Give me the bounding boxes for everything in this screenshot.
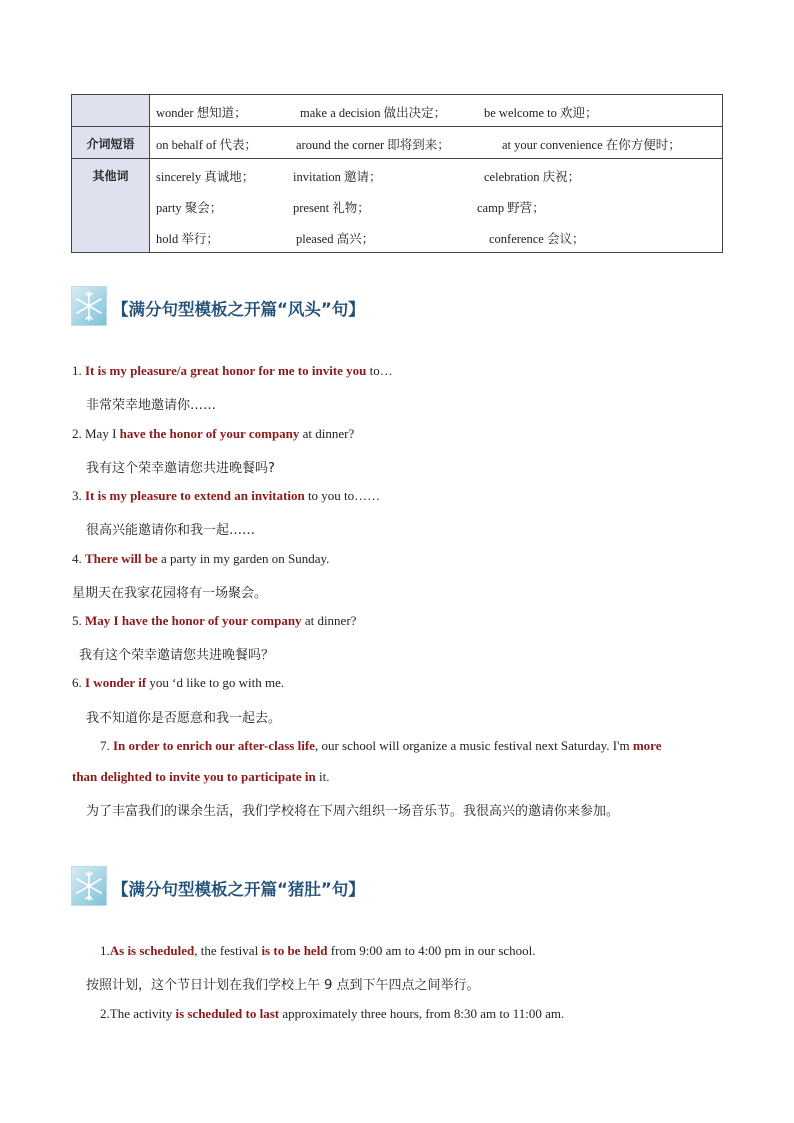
vocab-item: make a decision 做出决定； xyxy=(300,106,447,120)
category-cell: 其他词 xyxy=(72,159,150,253)
vocab-item: conference 会议； xyxy=(489,232,585,246)
vocabulary-table xyxy=(71,94,723,253)
sentence-line: 4. There will be a party in my garden on Sunday. xyxy=(72,551,330,566)
plain-text: to you to…… xyxy=(304,488,381,503)
table-row xyxy=(72,95,723,127)
translation-line: 很高兴能邀请你和我一起…… xyxy=(86,523,256,538)
vocab-item: camp 野营； xyxy=(477,201,545,215)
snowflake-icon xyxy=(71,866,107,906)
vocab-item: wonder 想知道； xyxy=(156,106,247,120)
vocab-item: pleased 高兴； xyxy=(296,232,375,246)
plain-text: May I xyxy=(85,426,120,441)
highlighted-phrase: have the honor of your company xyxy=(119,426,300,441)
section-title: 【满分句型模板之开篇“猪肚”句】 xyxy=(112,880,365,899)
plain-text: you ‘d like to go with me. xyxy=(146,675,285,690)
vocab-cell xyxy=(150,95,723,127)
vocab-item: invitation 邀请； xyxy=(293,170,382,184)
vocab-item: on behalf of 代表； xyxy=(156,138,258,152)
sentence-line: 3. It is my pleasure to extend an invitation to you to…… xyxy=(72,488,381,503)
translation-line: 我不知道你是否愿意和我一起去。 xyxy=(86,711,282,726)
sentence-parts xyxy=(113,738,661,753)
translation-line: 我有这个荣幸邀请您共进晚餐吗? xyxy=(86,461,275,476)
highlighted-phrase: May I have the honor of your company xyxy=(85,613,302,628)
vocab-item: around the corner 即将到来； xyxy=(296,138,450,152)
vocab-item: hold 举行； xyxy=(156,232,219,246)
plain-text: , the festival xyxy=(194,943,262,958)
sentence-line: 5. May I have the honor of your company at dinner? xyxy=(72,613,357,628)
sentence-parts xyxy=(85,426,354,441)
plain-text: a party in my garden on Sunday. xyxy=(157,551,330,566)
plain-text: from 9:00 am to 4:00 pm in our school. xyxy=(327,943,536,958)
category-cell xyxy=(72,95,150,127)
translation-line: 为了丰富我们的课余生活，我们学校将在下周六组织一场音乐节。我很高兴的邀请你来参加。 xyxy=(86,804,620,819)
sentence-line: 6. I wonder if you ‘d like to go with me. xyxy=(72,675,285,690)
sentence-line: 1. It is my pleasure/a great honor for me to invite you to… xyxy=(72,363,393,378)
sentence-parts xyxy=(85,363,393,378)
plain-text: it. xyxy=(315,769,330,784)
vocab-item: be welcome to 欢迎； xyxy=(484,106,598,120)
highlighted-phrase: is scheduled to last xyxy=(175,1006,280,1021)
highlighted-phrase: There will be xyxy=(85,551,158,566)
highlighted-phrase: It is my pleasure to extend an invitation xyxy=(85,488,305,503)
sentence-parts xyxy=(85,613,356,628)
sentence-parts xyxy=(110,1006,564,1021)
plain-text: The activity xyxy=(109,1006,176,1021)
sentence-parts xyxy=(85,551,329,566)
vocab-item: celebration 庆祝； xyxy=(484,170,581,184)
vocab-line xyxy=(150,221,722,252)
vocab-line xyxy=(150,127,722,158)
sentence-line: 7. In order to enrich our after-class life, our school will organize a music festival next Saturday. I'm more xyxy=(100,738,662,753)
sentence-parts xyxy=(85,675,284,690)
vocab-item: sincerely 真诚地； xyxy=(156,170,255,184)
section-title: 【满分句型模板之开篇“风头”句】 xyxy=(112,300,365,319)
plain-text: , our school will organize a music festival next Saturday. I'm xyxy=(314,738,633,753)
vocab-item: at your convenience 在你方便时； xyxy=(502,138,681,152)
plain-text: to… xyxy=(366,363,393,378)
highlighted-phrase: is to be held xyxy=(261,943,328,958)
plain-text: at dinner? xyxy=(299,426,355,441)
highlighted-phrase: than delighted to invite you to participate in xyxy=(72,769,316,784)
sentence-parts xyxy=(85,488,380,503)
sentence-line-continued xyxy=(72,769,330,785)
sentence-line: 1.As is scheduled, the festival is to be held from 9:00 am to 4:00 pm in our school. xyxy=(100,943,536,958)
vocab-line xyxy=(150,95,722,126)
table-row xyxy=(72,159,723,253)
vocab-cell xyxy=(150,159,723,253)
sentence-parts xyxy=(110,943,536,958)
translation-line: 按照计划，这个节日计划在我们学校上午 9 点到下午四点之间举行。 xyxy=(86,978,480,993)
highlighted-phrase: more xyxy=(632,738,662,753)
translation-line: 我有这个荣幸邀请您共进晚餐吗？ xyxy=(79,648,275,663)
vocab-line xyxy=(150,159,722,190)
vocab-line xyxy=(150,190,722,221)
plain-text: at dinner? xyxy=(301,613,357,628)
vocab-item: party 聚会； xyxy=(156,201,223,215)
snowflake-icon xyxy=(71,286,107,326)
table-row xyxy=(72,127,723,159)
highlighted-phrase: It is my pleasure/a great honor for me to invite you xyxy=(85,363,367,378)
translation-line: 星期天在我家花园将有一场聚会。 xyxy=(72,586,268,601)
category-cell: 介词短语 xyxy=(72,127,150,159)
highlighted-phrase: In order to enrich our after-class life xyxy=(113,738,315,753)
vocab-item: present 礼物； xyxy=(293,201,370,215)
sentence-line: 2. May I have the honor of your company at dinner? xyxy=(72,426,355,441)
sentence-line: 2.The activity is scheduled to last approximately three hours, from 8:30 am to 11:00 am. xyxy=(100,1006,565,1021)
translation-line: 非常荣幸地邀请你…… xyxy=(86,398,217,413)
highlighted-phrase: I wonder if xyxy=(85,675,147,690)
plain-text: approximately three hours, from 8:30 am to 11:00 am. xyxy=(279,1006,565,1021)
vocab-cell xyxy=(150,127,723,159)
highlighted-phrase: As is scheduled xyxy=(109,943,195,958)
sentence-parts xyxy=(72,769,330,784)
